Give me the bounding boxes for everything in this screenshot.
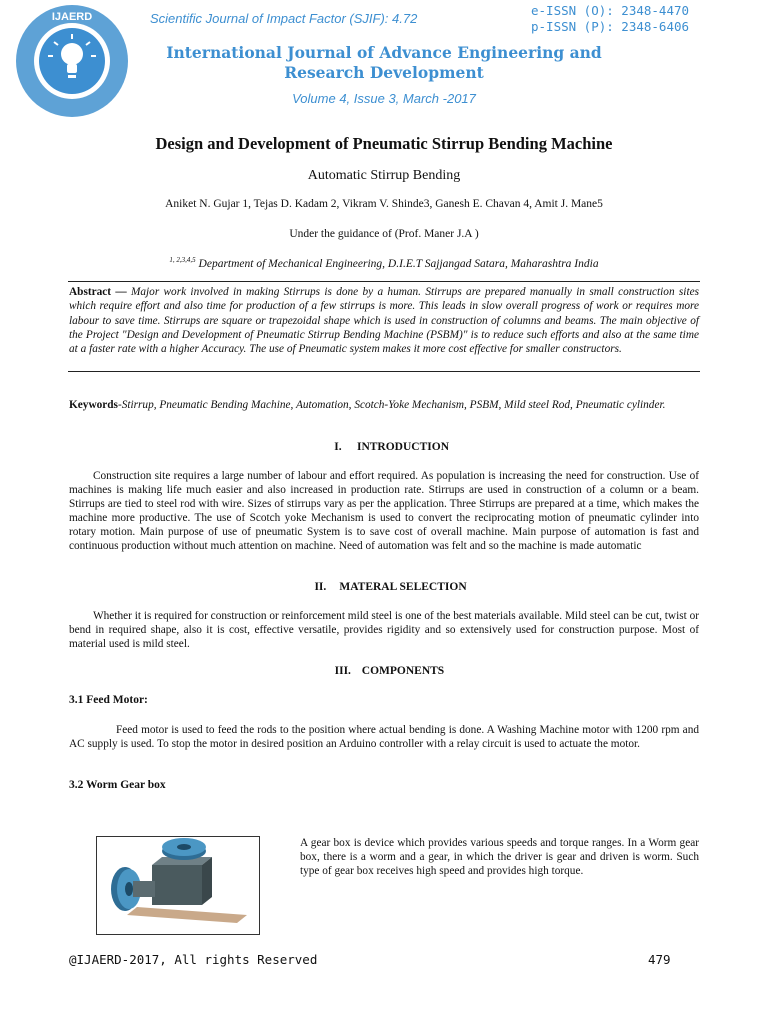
abstract-block bbox=[69, 285, 699, 356]
abstract-bottom-rule bbox=[68, 371, 700, 372]
department-text: Department of Mechanical Engineering, D.I.E.T Sajjangad Satara, Maharashtra India bbox=[198, 257, 599, 270]
feed-motor-paragraph bbox=[69, 723, 699, 751]
abstract-top-rule bbox=[68, 281, 700, 282]
journal-logo bbox=[12, 2, 132, 120]
paper-title: Design and Development of Pneumatic Stirrup Bending Machine bbox=[155, 134, 613, 153]
material-paragraph bbox=[69, 609, 699, 651]
journal-title: International Journal of Advance Engineering and Research Development bbox=[166, 43, 602, 82]
subsection-feed-motor: 3.1 Feed Motor: bbox=[69, 694, 148, 706]
page-number: 479 bbox=[648, 952, 671, 967]
abstract-label: Abstract — bbox=[69, 286, 127, 298]
introduction-text: Construction site requires a large number of labour and effort required. As population is increasing the need for construction. Use of machines is making life much easier and also increased in production rate. Stirrups are used in construction of a column or a beam. Stirrups are tied to steel rod with wire. Sizes of stirrups vary as per the application. Three Stirrups are prepared at a time, which makes the machine more productive. The use of Scotch yoke Mechanism is used to convert the reciprocating motion of pneumatic cylinder into rotary motion. Main purpose of use of pneumatic System is to save cost of overall machine. Main purpose of automation is fast and continuous production without much attention on machine. Need of automation was felt and so the machine is made automatic bbox=[69, 470, 699, 553]
section-heading-components bbox=[0, 665, 768, 677]
eissn-label: e-ISSN (O): 2348-4470 bbox=[531, 3, 690, 18]
volume-issue: Volume 4, Issue 3, March -2017 bbox=[292, 91, 476, 106]
department-line bbox=[0, 256, 768, 270]
introduction-paragraph bbox=[69, 469, 699, 554]
logo-lettering: IJAERD bbox=[51, 11, 93, 23]
section-number: III. bbox=[334, 665, 351, 677]
section-title: COMPONENTS bbox=[361, 665, 445, 677]
keywords-label: Keywords bbox=[69, 399, 118, 411]
worm-gear-text: A gear box is device which provides various speeds and torque ranges. In a Worm gear box, there is a worm and a gear, in which the driver is gear and driven is worm. Such type of gear box receives high speed and provides high torque. bbox=[300, 837, 699, 878]
worm-gear-paragraph bbox=[300, 836, 699, 878]
section-number: II. bbox=[314, 581, 327, 593]
section-title: MATERAL SELECTION bbox=[339, 581, 467, 593]
footer-copyright: @IJAERD-2017, All rights Reserved bbox=[69, 952, 318, 967]
sjif-label: Scientific Journal of Impact Factor (SJIF): 4.72 bbox=[150, 11, 418, 26]
section-heading-material bbox=[0, 581, 768, 593]
keywords-text: -Stirrup, Pneumatic Bending Machine, Automation, Scotch-Yoke Mechanism, PSBM, Mild steel Rod, Pneumatic cylinder. bbox=[117, 399, 666, 411]
section-number: I. bbox=[334, 441, 342, 453]
material-text: Whether it is required for construction or reinforcement mild steel is one of the best materials available. Mild steel can be cut, twist or bend in required shape, also it is cost, effective versatile, provides rigidity and so extensively used for construction purpose. Most of material used is mild steel. bbox=[69, 610, 699, 651]
dept-superscript: 1, 2,3,4,5 bbox=[169, 256, 196, 264]
abstract-text: Major work involved in making Stirrups is done by a human. Stirrups are prepared manually in small construction sites which require effort and also time for production of a few stirrups is more. This leads in slow overall progress of work or requires more labour to save time. Stirrups are square or trapezoidal shape which is used in construction of columns and beams. The main objective of the Project "Design and Development of Pneumatic Stirrup Bending Machine (PSBM)" is to reduce such efforts and also at the same time at a faster rate with a higher Accuracy. The use of Pneumatic system makes it more cost effective for smaller constructors. bbox=[69, 286, 699, 356]
worm-gearbox-image bbox=[96, 836, 260, 935]
feed-motor-text: Feed motor is used to feed the rods to the position where actual bending is done. A Washing Machine motor with 1200 rpm and AC supply is used. To stop the motor in desired position an Arduino controller with a relay circuit is used to actuate the motor. bbox=[69, 724, 699, 751]
guidance-line: Under the guidance of (Prof. Maner J.A ) bbox=[289, 228, 479, 240]
authors-line: Aniket N. Gujar 1, Tejas D. Kadam 2, Vikram V. Shinde3, Ganesh E. Chavan 4, Amit J. Mane5 bbox=[165, 198, 603, 210]
paper-subtitle: Automatic Stirrup Bending bbox=[307, 168, 461, 183]
section-heading-introduction bbox=[0, 441, 768, 453]
pissn-label: p-ISSN (P): 2348-6406 bbox=[531, 19, 690, 34]
subsection-worm-gear: 3.2 Worm Gear box bbox=[69, 779, 166, 791]
section-title: INTRODUCTION bbox=[356, 441, 449, 453]
keywords-block bbox=[69, 398, 699, 412]
